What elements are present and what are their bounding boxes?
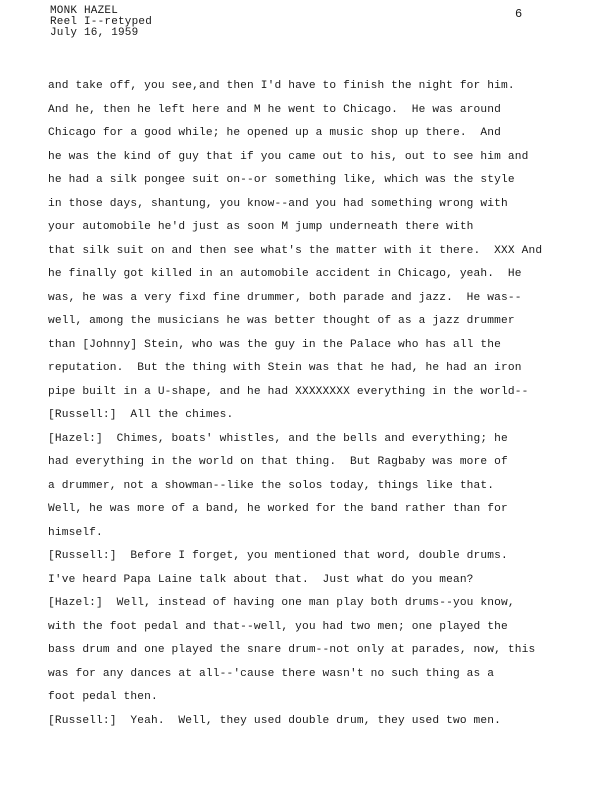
transcript-line: reputation. But the thing with Stein was that he had, he had an iron <box>48 362 522 374</box>
transcript-line: And he, then he left here and M he went to Chicago. He was around <box>48 103 501 116</box>
header-line-date: July 16, 1959 <box>50 27 139 39</box>
speaker-turn-russell: [Russell:] Yeah. Well, they used double drum, they used two men. <box>48 714 501 727</box>
header-line-reel: Reel I--retyped <box>50 16 153 28</box>
header-line-interviewee: MONK HAZEL <box>50 5 119 17</box>
speaker-turn-russell: [Russell:] Before I forget, you mentioned that word, double drums. <box>48 550 508 562</box>
document-header <box>50 6 152 39</box>
transcript-line: bass drum and one played the snare drum--not only at parades, now, this <box>48 644 536 656</box>
transcript-line: he had a silk pongee suit on--or something like, which was the style <box>48 174 515 186</box>
transcript-line: a drummer, not a showman--like the solos today, things like that. <box>48 479 495 492</box>
transcript-line: pipe built in a U-shape, and he had XXXXXXXX everything in the world-- <box>48 385 529 398</box>
transcript-line: was for any dances at all--'cause there wasn't no such thing as a <box>48 667 495 680</box>
transcript-body <box>48 75 578 733</box>
transcript-line: than [Johnny] Stein, who was the guy in the Palace who has all the <box>48 338 501 351</box>
transcript-line: I've heard Papa Laine talk about that. Just what do you mean? <box>48 573 474 586</box>
page-number: 6 <box>515 7 523 21</box>
transcript-line: and take off, you see,and then I'd have to finish the night for him. <box>48 80 515 92</box>
transcript-line: had everything in the world on that thing. But Ragbaby was more of <box>48 456 508 468</box>
transcript-line: in those days, shantung, you know--and you had something wrong with <box>48 197 508 210</box>
transcript-line: your automobile he'd just as soon M jump underneath there with <box>48 221 474 233</box>
transcript-line: that silk suit on and then see what's the matter with it there. XXX And <box>48 244 543 257</box>
transcript-line: Well, he was more of a band, he worked for the band rather than for <box>48 503 508 515</box>
transcript-line: foot pedal then. <box>48 691 158 703</box>
transcript-line: was, he was a very fixd fine drummer, both parade and jazz. He was-- <box>48 291 522 304</box>
transcript-line: he was the kind of guy that if you came out to his, out to see him and <box>48 150 529 163</box>
speaker-turn-hazel: [Hazel:] Well, instead of having one man play both drums--you know, <box>48 597 515 609</box>
transcript-line: well, among the musicians he was better thought of as a jazz drummer <box>48 315 515 327</box>
transcript-line: he finally got killed in an automobile accident in Chicago, yeah. He <box>48 268 522 280</box>
speaker-turn-russell: [Russell:] All the chimes. <box>48 409 234 421</box>
transcript-line: with the foot pedal and that--well, you had two men; one played the <box>48 620 508 633</box>
transcript-line: himself. <box>48 526 103 539</box>
transcript-line: Chicago for a good while; he opened up a music shop up there. And <box>48 127 501 139</box>
speaker-turn-hazel: [Hazel:] Chimes, boats' whistles, and the bells and everything; he <box>48 432 508 445</box>
